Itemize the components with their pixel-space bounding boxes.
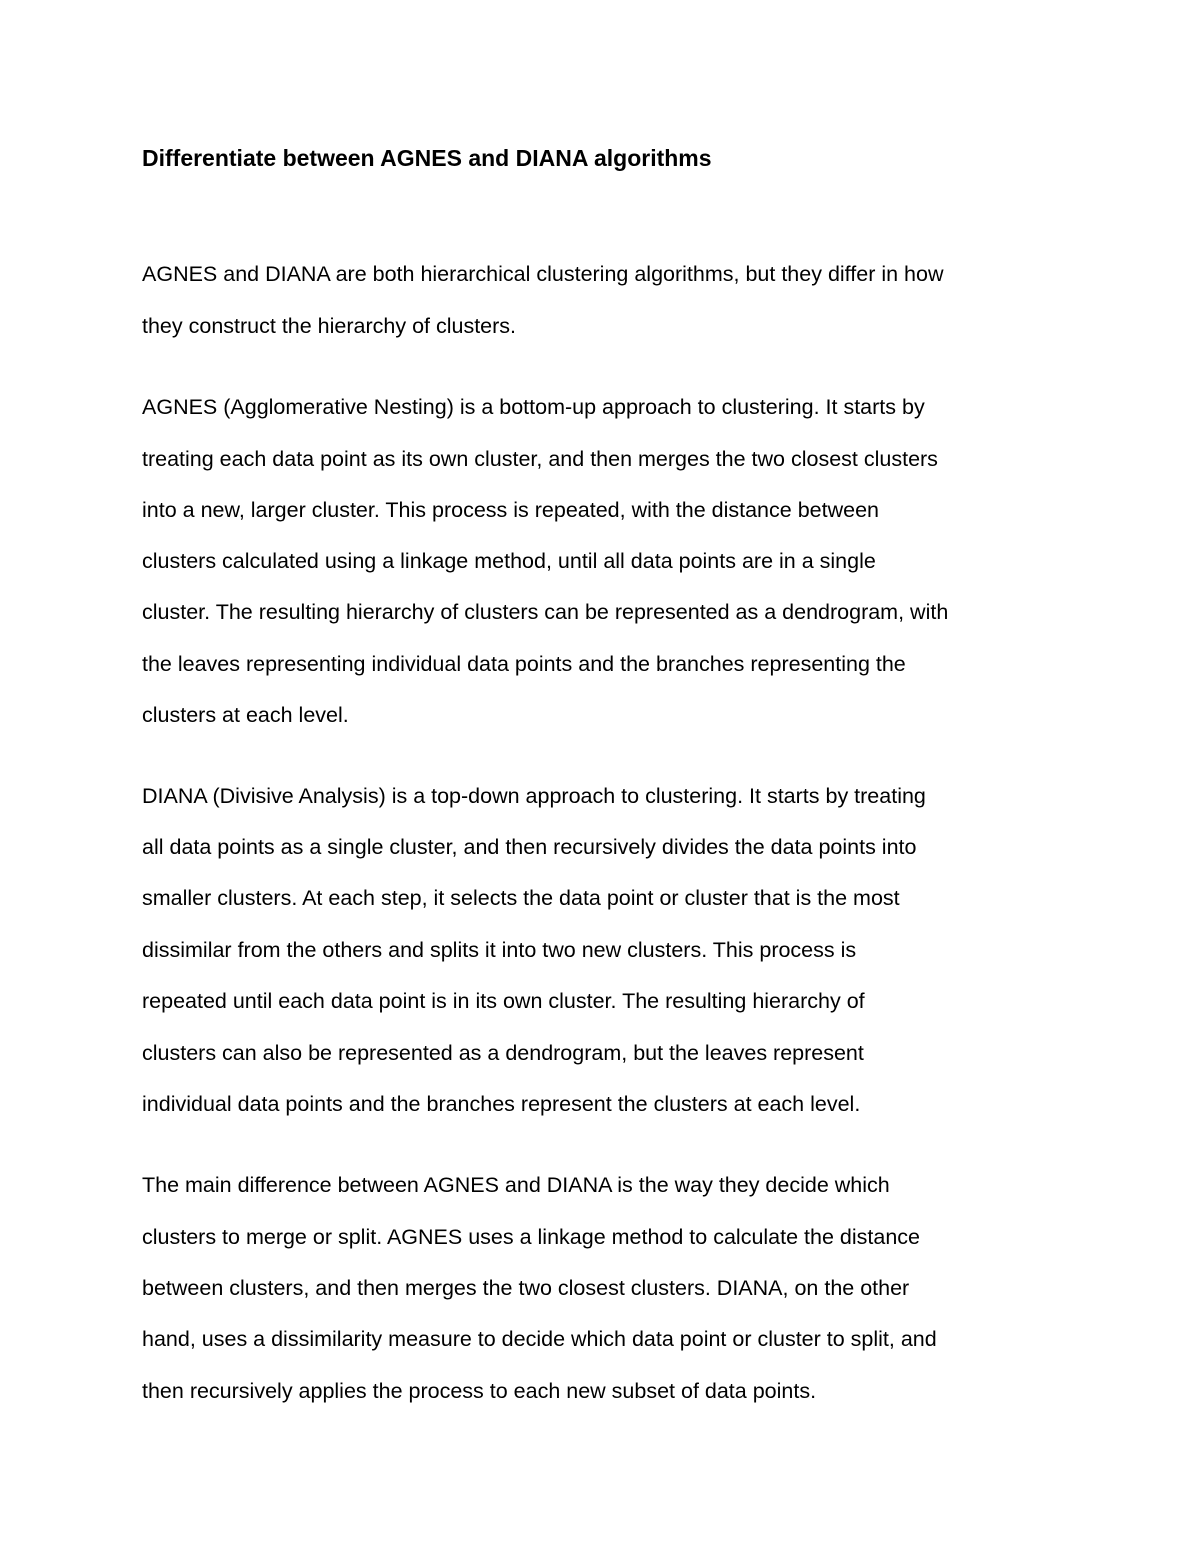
paragraph-4-line-4: hand, uses a dissimilarity measure to decide which data point or cluster to split, and (142, 1327, 937, 1351)
paragraph-2-line-2: treating each data point as its own cluster, and then merges the two closest clusters (142, 447, 938, 471)
document-title: Differentiate between AGNES and DIANA algorithms (142, 145, 712, 171)
paragraph-2-line-1: AGNES (Agglomerative Nesting) is a bottom-up approach to clustering. It starts by (142, 395, 925, 419)
paragraph-2-line-3: into a new, larger cluster. This process is repeated, with the distance between (142, 498, 879, 522)
paragraph-2-line-5: cluster. The resulting hierarchy of clusters can be represented as a dendrogram, with (142, 600, 949, 624)
paragraph-2-line-7: clusters at each level. (142, 703, 349, 727)
paragraph-3-line-7: individual data points and the branches represent the clusters at each level. (142, 1092, 861, 1116)
paragraph-4-line-1: The main difference between AGNES and DIANA is the way they decide which (142, 1173, 890, 1197)
paragraph-3-line-6: clusters can also be represented as a dendrogram, but the leaves represent (142, 1041, 864, 1065)
paragraph-4-line-3: between clusters, and then merges the two closest clusters. DIANA, on the other (142, 1276, 910, 1300)
paragraph-3-line-1: DIANA (Divisive Analysis) is a top-down approach to clustering. It starts by treating (142, 784, 926, 808)
paragraph-3-line-2: all data points as a single cluster, and then recursively divides the data points into (142, 835, 917, 859)
paragraph-2-line-4: clusters calculated using a linkage method, until all data points are in a single (142, 549, 876, 573)
paragraph-2-line-6: the leaves representing individual data points and the branches representing the (142, 652, 906, 676)
paragraph-3-line-3: smaller clusters. At each step, it selects the data point or cluster that is the most (142, 886, 900, 910)
paragraph-1-line-1: AGNES and DIANA are both hierarchical clustering algorithms, but they differ in how (142, 262, 944, 286)
paragraph-3-line-5: repeated until each data point is in its own cluster. The resulting hierarchy of (142, 989, 865, 1013)
paragraph-1-line-2: they construct the hierarchy of clusters. (142, 314, 517, 338)
paragraph-4-line-5: then recursively applies the process to each new subset of data points. (142, 1379, 817, 1403)
paragraph-3-line-4: dissimilar from the others and splits it into two new clusters. This process is (142, 938, 857, 962)
paragraph-4-line-2: clusters to merge or split. AGNES uses a linkage method to calculate the distance (142, 1225, 920, 1249)
